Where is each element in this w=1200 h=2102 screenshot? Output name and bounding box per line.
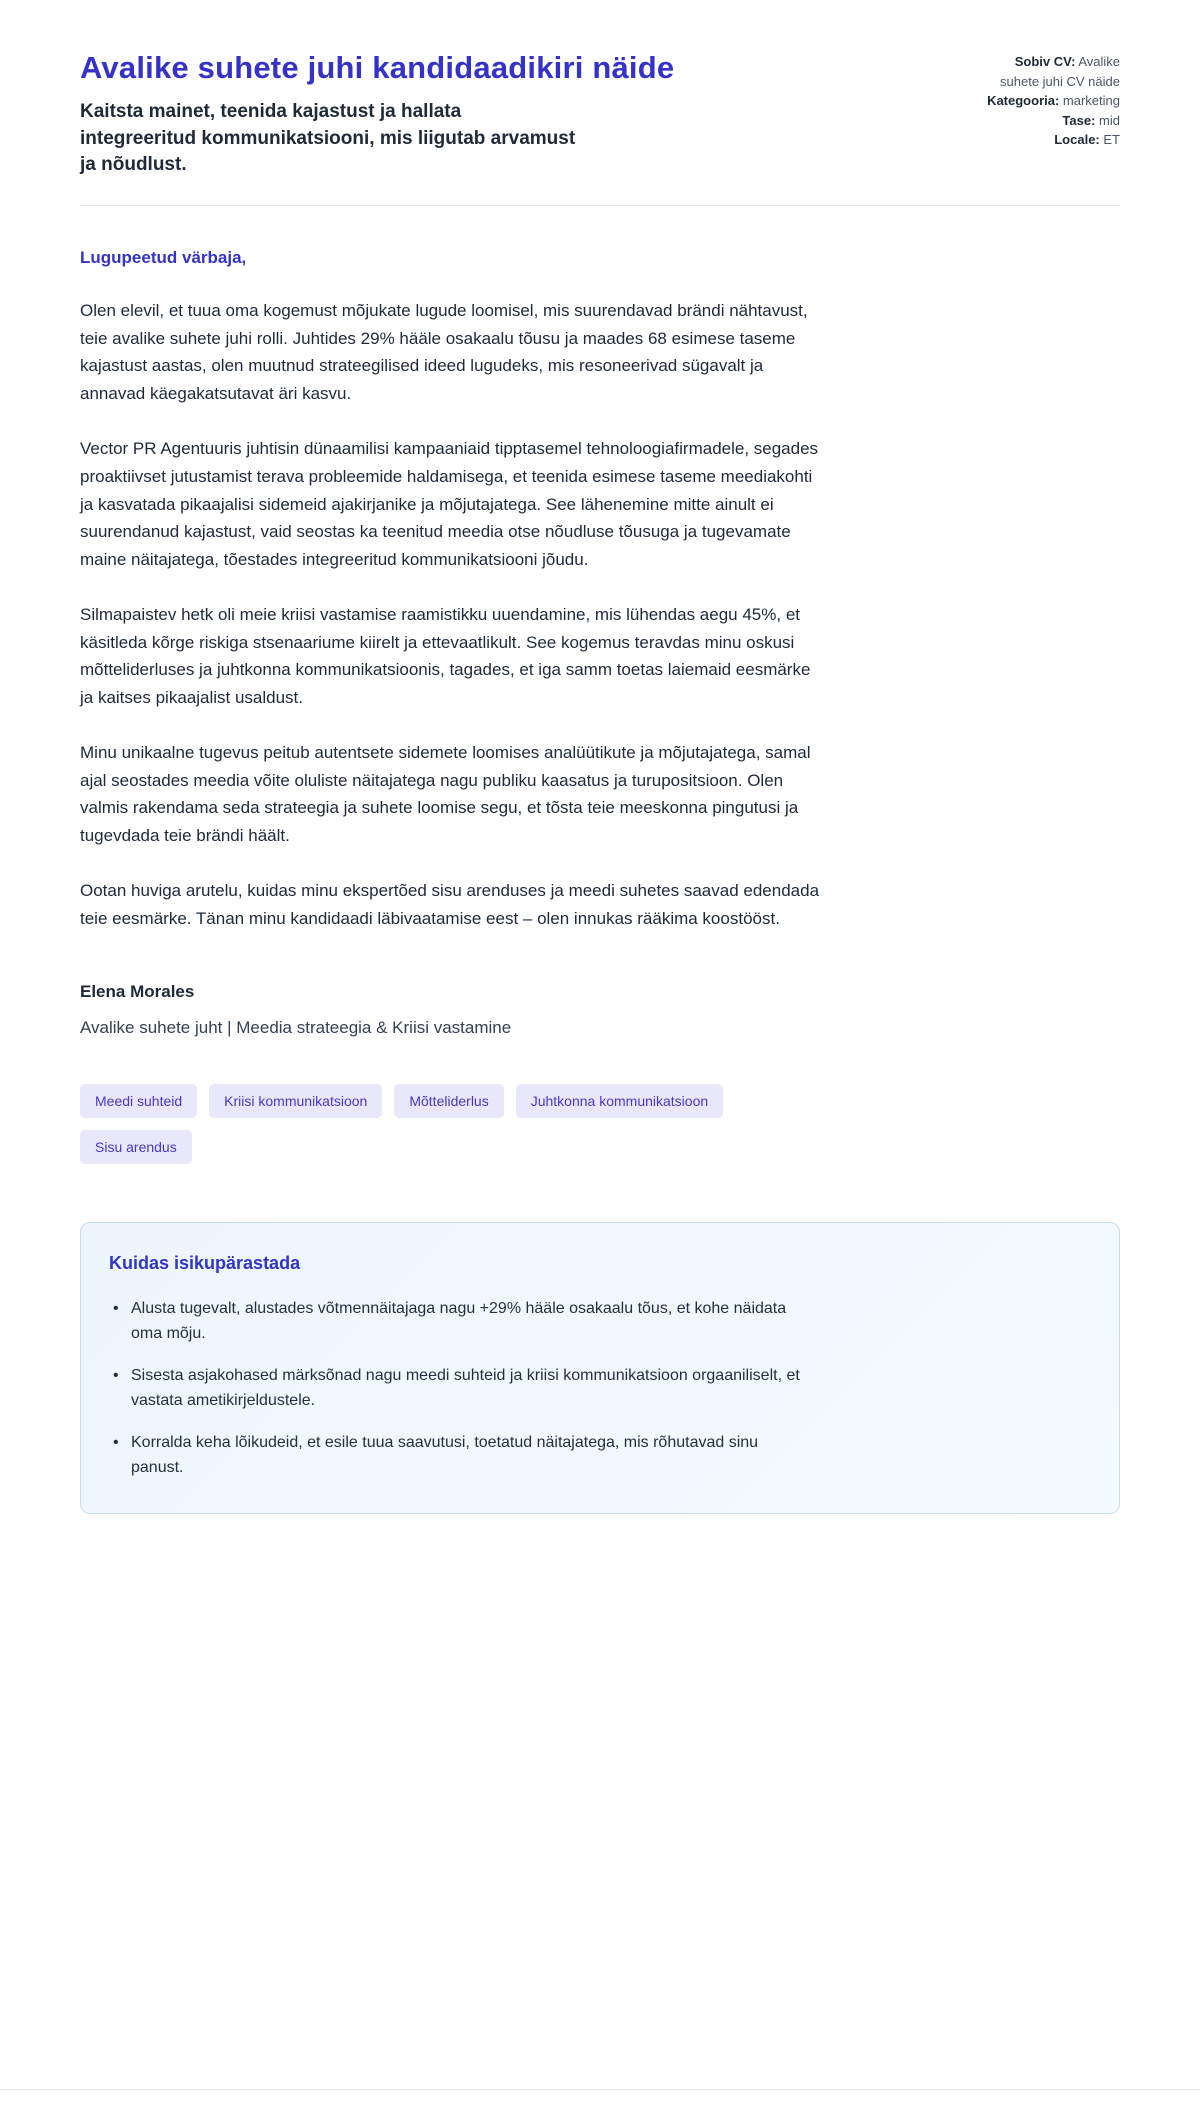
tip-item: • Alusta tugevalt, alustades võtmennäitajaga nagu +29% hääle osakaalu tõus, et kohe näidata oma mõju.	[107, 1296, 813, 1347]
signature-title: Avalike suhete juht | Meedia strateegia & Kriisi vastamine	[80, 1017, 512, 1037]
letter-paragraph: Silmapaistev hetk oli meie kriisi vastamise raamistikku uuendamine, mis lühendas aegu 45%, et käsitleda kõrge riskiga stsenaariume kiirelt ja ettevaatlikult. See kogemus teravdas minu oskusi mõtteliderluses ja juhtkonna kommunikatsioonis, tagades, et iga samm toetas laiemaid eesmärke ja kaitses pikaajalist usaldust.	[80, 605, 811, 707]
letter-paragraph: Minu unikaalne tugevus peitub autentsete sidemete loomises analüütikute ja mõjutajatega, samal ajal seostades meedia võite oluliste näitajatega nagu publiku kaasatus ja turupositsioon. Olen valmis rakendama seda strateegia ja suhete loomise segu, et tõsta teie meeskonna pingutusi ja tugevdada teie brändi häält.	[80, 743, 811, 845]
meta-value: ET	[1103, 132, 1120, 147]
letter-paragraph: Olen elevil, et tuua oma kogemust mõjukate lugude loomisel, mis suurendavad brändi nähtavust, teie avalike suhete juhi rolli. Juhtides 29% hääle osakaalu tõusu ja maades 68 esimese taseme kajastust aastas, olen muutnud strateegilised ideed lugudeks, mis resoneerivad sügavalt ja annavad käegakatsutavat äri kasvu.	[80, 301, 808, 403]
skill-tags	[80, 1084, 828, 1164]
page-header	[80, 48, 1120, 179]
meta-label: Locale:	[1054, 132, 1100, 147]
letter-body	[80, 206, 828, 1164]
tip-item: • Sisesta asjakohased märksõnad nagu meedi suhteid ja kriisi kommunikatsioon orgaaniliselt, et vastata ametikirjeldustele.	[107, 1363, 813, 1414]
meta-value: mid	[1099, 112, 1120, 128]
skill-tag-chip: Sisu arendus	[80, 1130, 192, 1164]
signature-name: Elena Morales	[80, 982, 195, 1002]
page-subtitle: Kaitsta mainet, teenida kajastust ja hallata integreeritud kommunikatsiooni, mis liigutab arvamust ja nõudlust.	[80, 101, 576, 176]
footer-divider	[0, 2089, 1200, 2090]
cover-letter-page	[80, 0, 1120, 1514]
meta-row	[978, 91, 1120, 111]
skill-tag-chip: Kriisi kommunikatsioon	[209, 1084, 382, 1118]
meta-row	[978, 52, 1120, 91]
letter-paragraph: Ootan huviga arutelu, kuidas minu ekspertõed sisu arenduses ja meedi suhetes saavad edendada teie eesmärke. Tänan minu kandidaadi läbivaatamise eest – olen innukas rääkima koostööst.	[80, 881, 820, 928]
skill-tag-chip: Mõtteliderlus	[394, 1084, 503, 1118]
personalization-tips-box	[80, 1222, 1120, 1515]
tips-list	[107, 1296, 813, 1482]
meta-label: Sobiv CV:	[1014, 54, 1076, 69]
tip-item: • Korralda keha lõikudeid, et esile tuua saavutusi, toetatud näitajatega, mis rõhutavad sinu panust.	[107, 1430, 813, 1481]
meta-value: Avalike suhete juhi CV näide	[1000, 54, 1120, 89]
letter-paragraph: Vector PR Agentuuris juhtisin dünaamilisi kampaaniaid tipptasemel tehnoloogiafirmadele, segades proaktiivset jutustamist terava probleemide haldamisega, et teenida esimese taseme meediakohti ja kasvatada pikaajalisi sidemeid ajakirjanike ja mõjutajatega. See lähenemine mitte ainult ei suurendanud kajastust, vaid seostas ka teenitud meedia otse nõudluse tõusuga ja tugevamate maine näitajatega, tõestades integreeritud kommunikatsiooni jõudu.	[80, 439, 819, 569]
meta-value: marketing	[1062, 93, 1120, 108]
meta-row	[978, 130, 1120, 150]
letter-paragraphs	[80, 297, 828, 932]
meta-row	[978, 111, 1120, 131]
meta-label: Kategooria:	[987, 93, 1060, 108]
meta-label: Tase:	[1062, 112, 1096, 128]
skill-tag-chip: Meedi suhteid	[80, 1084, 197, 1118]
tips-title: Kuidas isikupärastada	[109, 1252, 301, 1273]
page-title: Avalike suhete juhi kandidaadikiri näide	[80, 50, 675, 85]
meta-panel	[978, 48, 1120, 150]
letter-greeting: Lugupeetud värbaja,	[80, 247, 247, 267]
skill-tag-chip: Juhtkonna kommunikatsioon	[516, 1084, 723, 1118]
header-main	[80, 48, 978, 179]
